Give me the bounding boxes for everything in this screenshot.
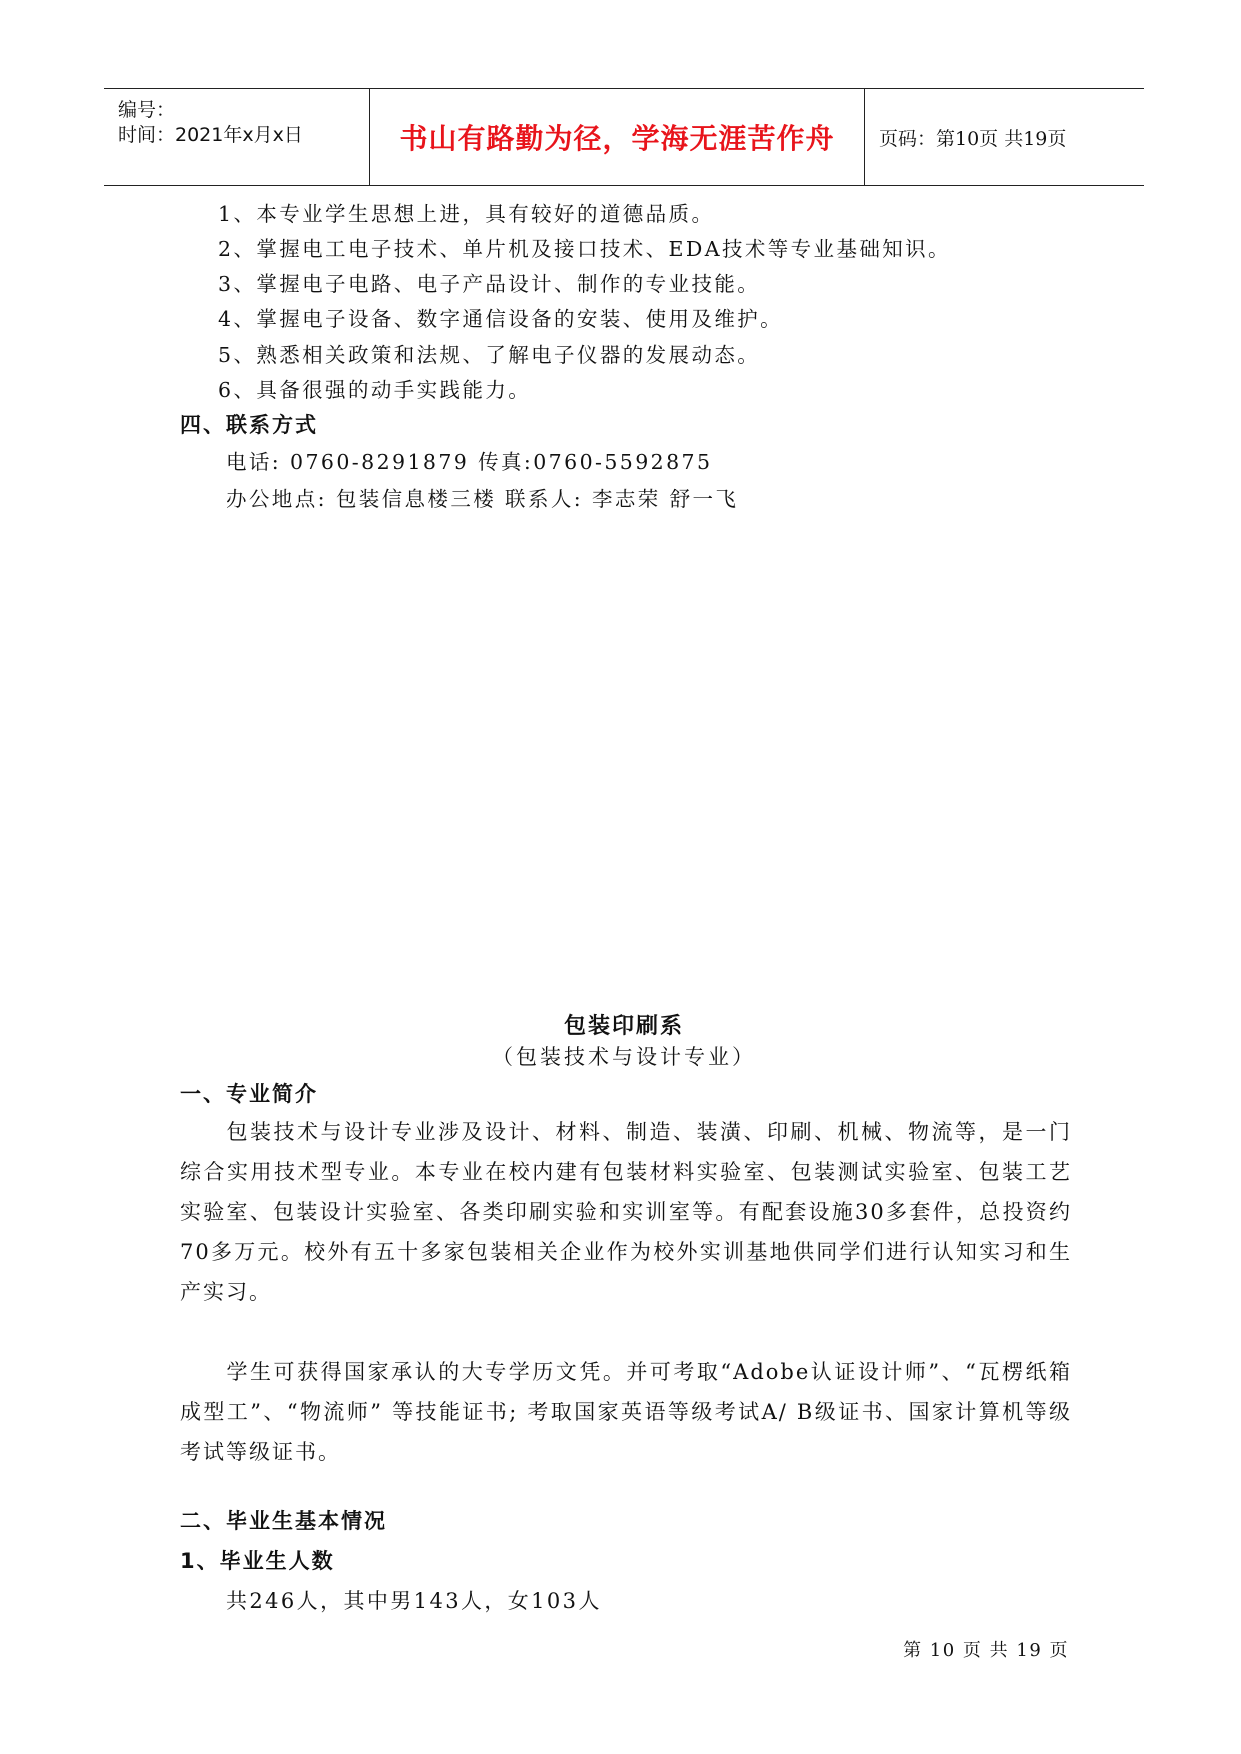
contact-address: 办公地点: 包装信息楼三楼 联系人: 李志荣 舒一飞 — [226, 487, 739, 511]
page-header — [104, 88, 1144, 186]
header-motto: 书山有路勤为径，学海无涯苦作舟 — [370, 89, 865, 185]
intro-paragraph-2 — [180, 1352, 1072, 1472]
objective-item: 4、掌握电子设备、数字通信设备的安装、使用及维护。 — [218, 307, 784, 331]
intro-heading: 一、专业简介 — [180, 1082, 318, 1106]
graduates-heading: 二、毕业生基本情况 — [180, 1509, 387, 1533]
contact-phone: 电话: 0760-8291879 传真:0760-5592875 — [226, 450, 713, 474]
objective-item: 3、掌握电子电路、电子产品设计、制作的专业技能。 — [218, 272, 761, 296]
objective-item: 6、具备很强的动手实践能力。 — [218, 378, 532, 402]
contact-heading: 四、联系方式 — [180, 413, 318, 437]
graduate-count-heading: 1、毕业生人数 — [180, 1549, 335, 1573]
department-title: 包装印刷系 — [563, 1014, 684, 1039]
document-time-label: 时间：2021年x月x日 — [118, 124, 303, 146]
department-subtitle: （包装技术与设计专业） — [492, 1045, 756, 1069]
header-meta-cell — [104, 89, 370, 185]
objective-item: 1、本专业学生思想上进，具有较好的道德品质。 — [218, 202, 715, 226]
document-number-label: 编号： — [118, 99, 176, 121]
intro-paragraph-2-text: 学生可获得国家承认的大专学历文凭。并可考取“Adobe认证设计师”、“瓦楞纸箱成型工”、“物流师” 等技能证书; 考取国家英语等级考试A/ B级证书、国家计算机等级考试等级证书。 — [180, 1360, 1072, 1464]
page-footer: 第 10 页 共 19 页 — [903, 1640, 1069, 1661]
objective-item: 5、熟悉相关政策和法规、了解电子仪器的发展动态。 — [218, 343, 761, 367]
intro-paragraph-1 — [180, 1112, 1072, 1312]
objective-item: 2、掌握电工电子技术、单片机及接口技术、EDA技术等专业基础知识。 — [218, 237, 951, 261]
header-page-number: 页码：第10页 共19页 — [879, 127, 1067, 150]
intro-paragraph-1-text: 包装技术与设计专业涉及设计、材料、制造、装潢、印刷、机械、物流等，是一门综合实用技术型专业。本专业在校内建有包装材料实验室、包装测试实验室、包装工艺实验室、包装设计实验室、各类印刷实验和实训室等。有配套设施30多套件，总投资约70多万元。校外有五十多家包装相关企业作为校外实训基地供同学们进行认知实习和生产实习。 — [180, 1120, 1072, 1304]
graduate-count-text: 共246人，其中男143人，女103人 — [226, 1589, 602, 1613]
